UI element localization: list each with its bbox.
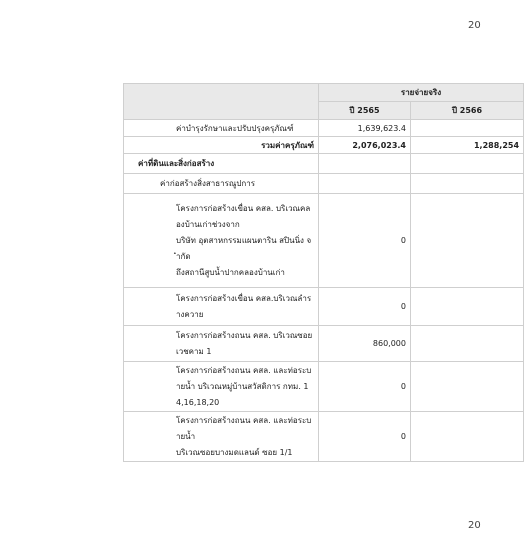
row-y1: 860,000 [319, 326, 411, 362]
row-desc: ค่าบำรุงรักษาและปรับปรุงครุภัณฑ์ [124, 120, 319, 137]
row-desc: รวมค่าครุภัณฑ์ [124, 137, 319, 154]
table-row [124, 194, 524, 288]
row-y1: 0 [319, 412, 411, 462]
row-y2 [411, 154, 524, 174]
row-desc: ค่าที่ดินและสิ่งก่อสร้าง [124, 154, 319, 174]
row-desc-text: โครงการก่อสร้างถนน คสล. และท่อระบายน้ำ บริเวณซอยบางมดแลนด์ ซอย 1/1 [176, 415, 312, 457]
row-y1: 0 [319, 362, 411, 412]
row-y2 [411, 362, 524, 412]
table-row [124, 412, 524, 462]
row-y2: 1,288,254 [411, 137, 524, 154]
header-group-cell: รายจ่ายจริง [319, 84, 524, 102]
row-y1: 1,639,623.4 [319, 120, 411, 137]
table-row [124, 120, 524, 137]
row-y1: 0 [319, 288, 411, 326]
row-y1 [319, 154, 411, 174]
row-desc [124, 412, 319, 462]
row-desc [124, 326, 319, 362]
table-row [124, 174, 524, 194]
row-y2 [411, 120, 524, 137]
row-desc-text: โครงการก่อสร้างเขื่อน คสล. บริเวณคลองบ้านเก่าช่วงจาก บริษัท อุตสาหกรรมแผนตาริน สปินนิ่ง จำกัด ถึงสถานีสูบน้ำปากคลองบ้านเก่า [176, 203, 312, 277]
row-y2 [411, 326, 524, 362]
page-number-top: 20 [468, 20, 481, 31]
budget-table [123, 83, 524, 462]
row-y2 [411, 288, 524, 326]
row-y2 [411, 194, 524, 288]
row-desc [124, 288, 319, 326]
header-year2: ปี 2566 [411, 102, 524, 120]
table-row [124, 137, 524, 154]
table-row [124, 154, 524, 174]
table-row [124, 288, 524, 326]
row-desc-text: โครงการก่อสร้างถนน คสล. บริเวณซอยเวชคาม 1 [176, 330, 313, 356]
table-row [124, 326, 524, 362]
table-header-row [124, 84, 524, 102]
row-desc [124, 362, 319, 412]
row-y1: 2,076,023.4 [319, 137, 411, 154]
table-row [124, 362, 524, 412]
header-blank-cell [124, 84, 319, 120]
row-desc [124, 194, 319, 288]
row-y2 [411, 412, 524, 462]
header-year1: ปี 2565 [319, 102, 411, 120]
row-y1 [319, 174, 411, 194]
row-desc-text: โครงการก่อสร้างถนน คสล. และท่อระบายน้ำ บริเวณหมู่บ้านสวัสดิการ กทม. 14,16,18,20 [176, 365, 312, 407]
row-desc-text: โครงการก่อสร้างเขื่อน คสล.บริเวณลำรางควาย [176, 293, 312, 319]
page-number-bottom: 20 [468, 520, 481, 531]
row-desc: ค่าก่อสร้างสิ่งสาธารณูปการ [124, 174, 319, 194]
row-y2 [411, 174, 524, 194]
row-y1: 0 [319, 194, 411, 288]
